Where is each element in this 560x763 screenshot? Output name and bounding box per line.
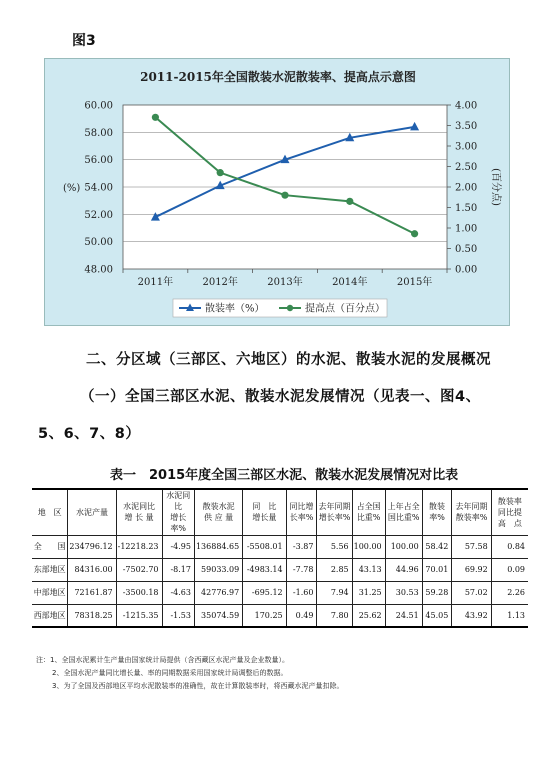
table-body — [32, 535, 528, 627]
value-cell: 57.58 — [452, 535, 491, 558]
value-cell: 72161.87 — [68, 581, 116, 604]
data-point — [217, 169, 224, 176]
table-row — [32, 581, 528, 604]
y-left-tick-label: 56.00 — [84, 155, 113, 167]
y-right-tick-label: 0.00 — [455, 264, 478, 276]
value-cell: -3.87 — [286, 535, 317, 558]
value-cell: -4.95 — [162, 535, 194, 558]
x-tick-label: 2013年 — [267, 277, 303, 288]
value-cell: 45.05 — [422, 604, 452, 627]
y-left-tick-label: 60.00 — [84, 100, 113, 112]
y-right-tick-label: 3.00 — [455, 141, 478, 153]
value-cell: 2.85 — [317, 558, 352, 581]
y-left-tick-label: 54.00 — [84, 182, 113, 194]
data-point — [152, 114, 159, 121]
column-header: 去年同期 增长率% — [317, 489, 352, 535]
value-cell: 30.53 — [385, 581, 422, 604]
x-tick-label: 2012年 — [202, 277, 238, 288]
value-cell: 59.28 — [422, 581, 452, 604]
value-cell: 42776.97 — [194, 581, 242, 604]
table-notes — [36, 654, 343, 693]
value-cell: 31.25 — [352, 581, 385, 604]
value-cell: -8.17 — [162, 558, 194, 581]
column-header: 水泥同比 增长率% — [162, 489, 194, 535]
value-cell: -1.60 — [286, 581, 317, 604]
x-tick-label: 2014年 — [332, 277, 368, 288]
value-cell: 5.56 — [317, 535, 352, 558]
column-header: 水泥产量 — [68, 489, 116, 535]
value-cell: 2.26 — [491, 581, 528, 604]
column-header: 散装水泥 供 应 量 — [194, 489, 242, 535]
value-cell: 78318.25 — [68, 604, 116, 627]
figure-label: 图3 — [72, 33, 96, 49]
region-cell: 中部地区 — [32, 581, 68, 604]
y-right-tick-label: 2.50 — [455, 162, 478, 173]
y-left-tick-label: 58.00 — [84, 127, 113, 139]
value-cell: -4983.14 — [243, 558, 286, 581]
column-header: 散装 率% — [422, 489, 452, 535]
table-row — [32, 535, 528, 558]
y-right-tick-label: 1.00 — [455, 223, 478, 235]
table-row — [32, 604, 528, 627]
value-cell: 7.80 — [317, 604, 352, 627]
value-cell: -3500.18 — [116, 581, 162, 604]
value-cell: -5508.01 — [243, 535, 286, 558]
y-right-axis-label: (百分点) — [490, 168, 501, 206]
value-cell: -7502.70 — [116, 558, 162, 581]
region-cell: 西部地区 — [32, 604, 68, 627]
table-row — [32, 558, 528, 581]
y-left-axis-label: (%) — [63, 183, 81, 194]
value-cell: 1.13 — [491, 604, 528, 627]
value-cell: -1215.35 — [116, 604, 162, 627]
note-3: 3、为了全国及西部地区平均水泥散装率的准确性，故在计算散装率时，将西藏水泥产量扣除。 — [52, 682, 344, 690]
value-cell: 7.94 — [317, 581, 352, 604]
chart-svg — [45, 59, 511, 327]
region-cell: 全 国 — [32, 535, 68, 558]
value-cell: 57.02 — [452, 581, 491, 604]
data-point — [346, 198, 353, 205]
chart-title: 2011-2015年全国散装水泥散装率、提高点示意图 — [140, 70, 416, 84]
value-cell: 0.49 — [286, 604, 317, 627]
value-cell: 44.96 — [385, 558, 422, 581]
y-right-tick-label: 4.00 — [455, 100, 478, 112]
value-cell: 170.25 — [243, 604, 286, 627]
value-cell: 25.62 — [352, 604, 385, 627]
value-cell: -1.53 — [162, 604, 194, 627]
section-heading: 二、分区域（三部区、六地区）的水泥、散装水泥的发展概况 — [86, 352, 491, 368]
value-cell: -695.12 — [243, 581, 286, 604]
table-header-row — [32, 489, 528, 535]
value-cell: -4.63 — [162, 581, 194, 604]
value-cell: 100.00 — [385, 535, 422, 558]
legend-label: 提高点（百分点） — [305, 303, 385, 315]
value-cell: 35074.59 — [194, 604, 242, 627]
y-right-tick-label: 0.50 — [455, 244, 478, 255]
data-point — [281, 192, 288, 199]
line-chart — [44, 58, 510, 326]
note-1: 注：1、全国水泥累计生产量由国家统计局提供（含西藏区水泥产量及企业数量）。 — [36, 656, 289, 664]
x-tick-label: 2011年 — [137, 277, 174, 288]
legend-marker — [287, 305, 293, 311]
value-cell: 84316.00 — [68, 558, 116, 581]
y-right-tick-label: 3.50 — [455, 121, 478, 132]
legend-label: 散装率（%） — [205, 303, 265, 315]
column-header: 散装率 同比提 高 点 — [491, 489, 528, 535]
value-cell: 100.00 — [352, 535, 385, 558]
column-header: 占全国 比重% — [352, 489, 385, 535]
region-cell: 东部地区 — [32, 558, 68, 581]
column-header: 同 比 增长量 — [243, 489, 286, 535]
value-cell: 24.51 — [385, 604, 422, 627]
value-cell: -12218.23 — [116, 535, 162, 558]
y-right-tick-label: 2.00 — [455, 182, 478, 194]
column-header: 地 区 — [32, 489, 68, 535]
y-left-tick-label: 52.00 — [84, 209, 113, 221]
value-cell: 58.42 — [422, 535, 452, 558]
y-right-tick-label: 1.50 — [455, 203, 478, 214]
value-cell: 136884.65 — [194, 535, 242, 558]
value-cell: 69.92 — [452, 558, 491, 581]
value-cell: 70.01 — [422, 558, 452, 581]
data-point — [411, 230, 418, 237]
value-cell: 0.84 — [491, 535, 528, 558]
value-cell: -7.78 — [286, 558, 317, 581]
value-cell: 43.13 — [352, 558, 385, 581]
subsection-heading-line1: （一）全国三部区水泥、散装水泥发展情况（见表一、图4、 — [80, 389, 481, 405]
column-header: 去年同期 散装率% — [452, 489, 491, 535]
y-left-tick-label: 50.00 — [84, 237, 113, 249]
value-cell: 234796.12 — [68, 535, 116, 558]
column-header: 水泥同比 增 长 量 — [116, 489, 162, 535]
comparison-table — [32, 488, 528, 628]
value-cell: 59033.09 — [194, 558, 242, 581]
y-left-tick-label: 48.00 — [84, 264, 113, 276]
x-tick-label: 2015年 — [396, 277, 433, 288]
table-caption: 表一 2015年度全国三部区水泥、散装水泥发展情况对比表 — [110, 468, 459, 483]
value-cell: 0.09 — [491, 558, 528, 581]
column-header: 同比增 长率% — [286, 489, 317, 535]
value-cell: 43.92 — [452, 604, 491, 627]
note-2: 2、全国水泥产量同比增长量、率的同期数据采用国家统计局调整后的数据。 — [52, 669, 288, 677]
subsection-heading-line2: 5、6、7、8） — [38, 426, 141, 442]
column-header: 上年占全 国比重% — [385, 489, 422, 535]
